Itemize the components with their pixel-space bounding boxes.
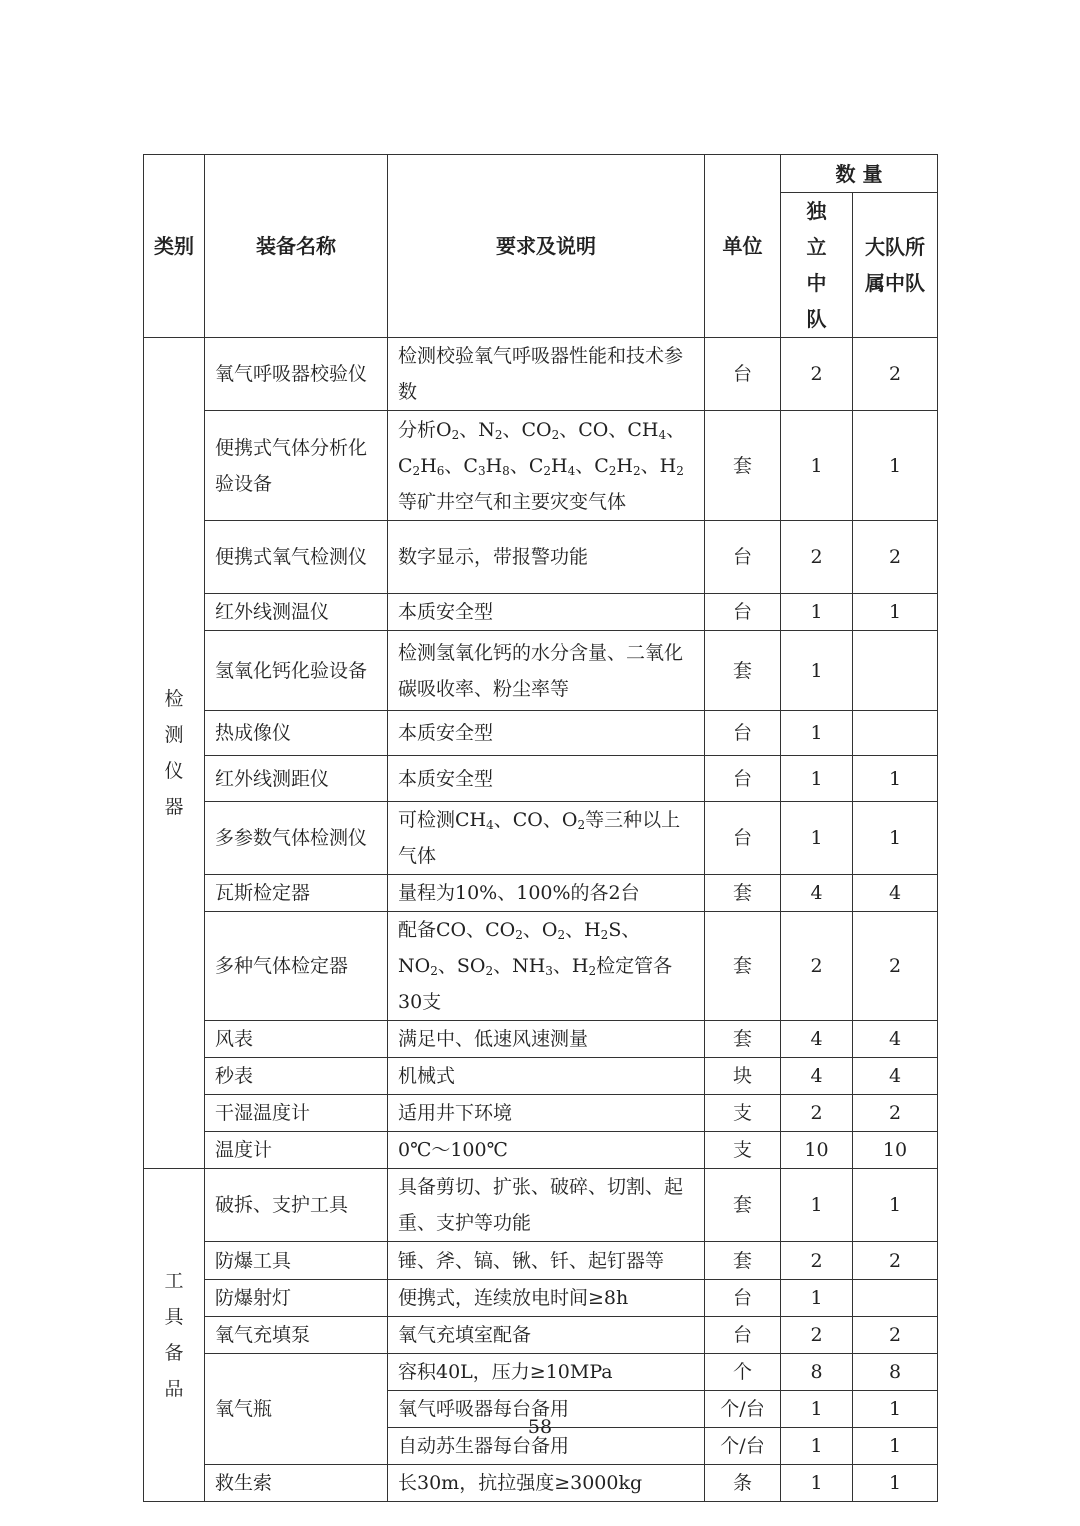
table-row — [144, 1021, 938, 1058]
requirement-cell: 容积40L，压力≥10MPa — [388, 1354, 705, 1391]
unit-cell: 台 — [705, 802, 781, 875]
requirement-cell: 满足中、低速风速测量 — [388, 1021, 705, 1058]
unit-cell: 条 — [705, 1465, 781, 1502]
qty-brigade-cell: 1 — [853, 756, 938, 802]
qty-brigade-cell: 1 — [853, 1465, 938, 1502]
qty-independent-cell: 4 — [781, 875, 853, 912]
qty-independent-cell: 1 — [781, 1391, 853, 1428]
table-row — [144, 875, 938, 912]
name-cell: 多种气体检定器 — [205, 912, 388, 1021]
name-cell: 风表 — [205, 1021, 388, 1058]
name-cell: 热成像仪 — [205, 711, 388, 756]
name-cell: 便携式气体分析化验设备 — [205, 411, 388, 521]
name-cell: 干湿温度计 — [205, 1095, 388, 1132]
qty-independent-cell: 1 — [781, 631, 853, 711]
table-row — [144, 1465, 938, 1502]
table-row — [144, 756, 938, 802]
requirement-cell: 检测校验氧气呼吸器性能和技术参数 — [388, 338, 705, 411]
table-row — [144, 912, 938, 1021]
qty-brigade-cell: 1 — [853, 1428, 938, 1465]
page-number: 58 — [527, 1416, 553, 1438]
qty-independent-cell: 1 — [781, 802, 853, 875]
requirement-cell: 配备CO、$CO_2$、$O_2$、$H_2S$、$NO_2$、$SO_2$、$NH_3$、$H_2$检定管各30支 — [388, 912, 705, 1021]
name-cell: 防爆工具 — [205, 1242, 388, 1280]
qty-brigade-cell: 2 — [853, 1242, 938, 1280]
qty-brigade-cell: 1 — [853, 1169, 938, 1242]
qty-brigade-cell — [853, 631, 938, 711]
qty-brigade-cell — [853, 1280, 938, 1317]
unit-cell: 套 — [705, 631, 781, 711]
unit-cell: 台 — [705, 1280, 781, 1317]
qty-independent-cell: 1 — [781, 1465, 853, 1502]
header-quantity: 数 量 — [781, 155, 938, 193]
qty-independent-cell: 1 — [781, 594, 853, 631]
unit-cell: 台 — [705, 756, 781, 802]
name-cell: 防爆射灯 — [205, 1280, 388, 1317]
qty-independent-cell: 1 — [781, 711, 853, 756]
name-cell: 瓦斯检定器 — [205, 875, 388, 912]
unit-cell: 套 — [705, 875, 781, 912]
qty-brigade-cell: 8 — [853, 1354, 938, 1391]
unit-cell: 支 — [705, 1132, 781, 1169]
table-row — [144, 1354, 938, 1391]
qty-independent-cell: 8 — [781, 1354, 853, 1391]
name-cell: 秒表 — [205, 1058, 388, 1095]
requirement-cell: 检测氢氧化钙的水分含量、二氧化碳吸收率、粉尘率等 — [388, 631, 705, 711]
header-unit: 单位 — [705, 155, 781, 338]
qty-brigade-cell: 2 — [853, 912, 938, 1021]
unit-cell: 台 — [705, 1317, 781, 1354]
requirement-cell: 机械式 — [388, 1058, 705, 1095]
requirement-cell: 数字显示，带报警功能 — [388, 521, 705, 594]
qty-brigade-cell: 4 — [853, 1021, 938, 1058]
header-category: 类别 — [144, 155, 205, 338]
table-row — [144, 802, 938, 875]
qty-independent-cell: 4 — [781, 1021, 853, 1058]
name-cell: 多参数气体检测仪 — [205, 802, 388, 875]
table-row — [144, 594, 938, 631]
requirement-cell: 0℃～100℃ — [388, 1132, 705, 1169]
unit-cell: 台 — [705, 521, 781, 594]
unit-cell: 块 — [705, 1058, 781, 1095]
header-name: 装备名称 — [205, 155, 388, 338]
requirement-cell: 氧气呼吸器每台备用 — [388, 1391, 705, 1428]
qty-independent-cell: 2 — [781, 521, 853, 594]
requirement-cell: 自动苏生器每台备用 — [388, 1428, 705, 1465]
unit-cell: 台 — [705, 338, 781, 411]
requirement-cell: 氧气充填室配备 — [388, 1317, 705, 1354]
name-cell: 氧气充填泵 — [205, 1317, 388, 1354]
qty-independent-cell: 1 — [781, 1428, 853, 1465]
requirement-cell: 便携式，连续放电时间≥8h — [388, 1280, 705, 1317]
unit-cell: 个 — [705, 1354, 781, 1391]
table-row — [144, 1169, 938, 1242]
unit-cell: 套 — [705, 1242, 781, 1280]
unit-cell: 台 — [705, 711, 781, 756]
name-cell: 氧气呼吸器校验仪 — [205, 338, 388, 411]
requirement-cell: 量程为10%、100%的各2台 — [388, 875, 705, 912]
table-row — [144, 1132, 938, 1169]
table-row — [144, 521, 938, 594]
requirement-cell: 可检测$CH_4$、CO、$O_2$等三种以上气体 — [388, 802, 705, 875]
qty-brigade-cell: 1 — [853, 594, 938, 631]
table-row — [144, 411, 938, 521]
header-independent: 独立中队 — [781, 193, 853, 338]
unit-cell: 支 — [705, 1095, 781, 1132]
name-cell: 便携式氧气检测仪 — [205, 521, 388, 594]
unit-cell: 套 — [705, 1169, 781, 1242]
name-cell: 破拆、支护工具 — [205, 1169, 388, 1242]
header-requirement: 要求及说明 — [388, 155, 705, 338]
qty-brigade-cell: 1 — [853, 1391, 938, 1428]
table-row — [144, 1058, 938, 1095]
unit-cell: 套 — [705, 411, 781, 521]
qty-brigade-cell — [853, 711, 938, 756]
qty-independent-cell: 2 — [781, 912, 853, 1021]
name-cell: 温度计 — [205, 1132, 388, 1169]
category-cell: 工具备品 — [144, 1169, 205, 1502]
requirement-cell: 锤、斧、镐、锹、钎、起钉器等 — [388, 1242, 705, 1280]
qty-independent-cell: 2 — [781, 1095, 853, 1132]
qty-brigade-cell: 4 — [853, 875, 938, 912]
header-brigade: 大队所属中队 — [853, 193, 938, 338]
table-row — [144, 631, 938, 711]
qty-independent-cell: 4 — [781, 1058, 853, 1095]
table-row — [144, 1095, 938, 1132]
unit-cell: 个/台 — [705, 1428, 781, 1465]
table-row — [144, 1242, 938, 1280]
requirement-cell: 本质安全型 — [388, 594, 705, 631]
requirement-cell: 长30m，抗拉强度≥3000kg — [388, 1465, 705, 1502]
requirement-cell: 本质安全型 — [388, 711, 705, 756]
table-row — [144, 1317, 938, 1354]
qty-independent-cell: 1 — [781, 1280, 853, 1317]
requirement-cell: 适用井下环境 — [388, 1095, 705, 1132]
unit-cell: 套 — [705, 1021, 781, 1058]
unit-cell: 套 — [705, 912, 781, 1021]
qty-brigade-cell: 2 — [853, 521, 938, 594]
qty-brigade-cell: 2 — [853, 338, 938, 411]
category-cell: 检测仪器 — [144, 338, 205, 1169]
table-row — [144, 711, 938, 756]
qty-brigade-cell: 1 — [853, 411, 938, 521]
qty-independent-cell: 2 — [781, 338, 853, 411]
name-cell: 氢氧化钙化验设备 — [205, 631, 388, 711]
requirement-cell: 具备剪切、扩张、破碎、切割、起重、支护等功能 — [388, 1169, 705, 1242]
qty-brigade-cell: 10 — [853, 1132, 938, 1169]
qty-independent-cell: 1 — [781, 1169, 853, 1242]
qty-independent-cell: 10 — [781, 1132, 853, 1169]
qty-independent-cell: 2 — [781, 1317, 853, 1354]
unit-cell: 个/台 — [705, 1391, 781, 1428]
table-row — [144, 1280, 938, 1317]
equipment-table — [143, 154, 938, 1502]
name-cell: 救生索 — [205, 1465, 388, 1502]
name-cell: 氧气瓶 — [205, 1354, 388, 1465]
qty-independent-cell: 1 — [781, 411, 853, 521]
qty-brigade-cell: 4 — [853, 1058, 938, 1095]
requirement-cell: 分析$O_2$、$N_2$、$CO_2$、CO、$CH_4$、$C_2H_6$、$C_3H_8$、$C_2H_4$、$C_2H_2$、$H_2$等矿井空气和主要灾变气体 — [388, 411, 705, 521]
qty-independent-cell: 2 — [781, 1242, 853, 1280]
qty-brigade-cell: 2 — [853, 1317, 938, 1354]
qty-brigade-cell: 1 — [853, 802, 938, 875]
unit-cell: 台 — [705, 594, 781, 631]
requirement-cell: 本质安全型 — [388, 756, 705, 802]
qty-brigade-cell: 2 — [853, 1095, 938, 1132]
name-cell: 红外线测距仪 — [205, 756, 388, 802]
name-cell: 红外线测温仪 — [205, 594, 388, 631]
table-row — [144, 338, 938, 411]
qty-independent-cell: 1 — [781, 756, 853, 802]
